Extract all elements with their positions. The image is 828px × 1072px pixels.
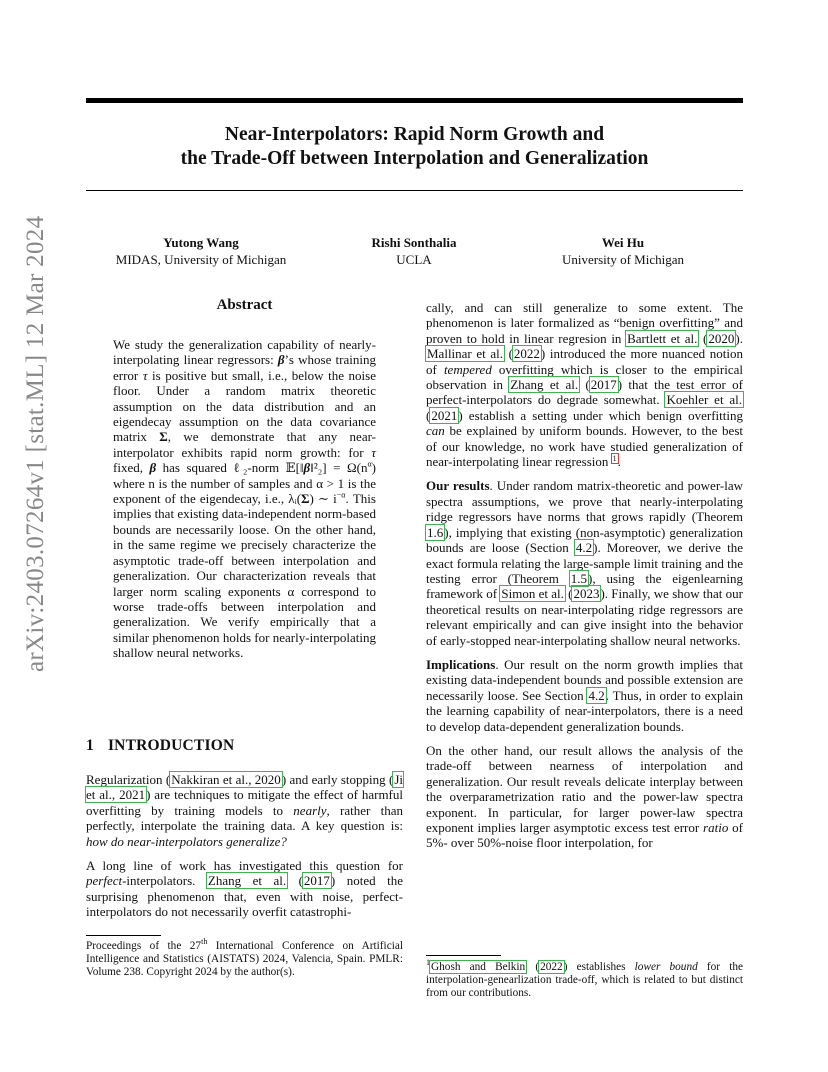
section-ref-link[interactable]: 4.2	[575, 540, 593, 556]
author-name: Rishi Sonthalia	[371, 235, 457, 250]
beta-symbol: β	[149, 460, 157, 476]
citation-link[interactable]: Simon et al.	[501, 586, 564, 602]
author-3	[513, 234, 733, 268]
text: establish a setting under which benign overfitting	[462, 407, 743, 423]
section-number: 1	[86, 737, 94, 754]
author-affiliation: MIDAS, University of Michigan	[115, 252, 287, 267]
paragraph	[426, 743, 743, 851]
abstract-part: . This implies that existing data-independent norm-based bounds are necessarily loose. On the other hand, in the same regime we precisely characterize the asymptotic trade-off between interpolation and generalization. Our characterization reveals that larger norm scaling exponents α correspond to worse trade-offs between interpolation and generalization. We verify empirically that a similar phenomenon holds for nearly-interpolating shallow neural networks.	[113, 491, 376, 661]
citation-year-link[interactable]: 2021	[431, 407, 458, 423]
text: for the interpolation-genearlization trade-off, which is related to but distinct from our contributions.	[426, 961, 743, 1000]
text: On the other hand, our result allows the analysis of the trade-off between nearness of interpolation and generalization. Our result reveals delicate interplay between the overparametrization ratio and the power-law spectra exponent. In particular, for larger power-law spectra exponent implies larger asymptotic excess test error	[426, 742, 743, 835]
section-heading-introduction	[86, 737, 234, 755]
abstract-part: ) where n is the number of samples and α > 1 is the exponent of the eigendecay, i.e., λᵢ(	[113, 460, 376, 507]
text: Proceedings of the 27	[86, 940, 202, 952]
text: of 5%- over 50%-noise floor interpolation, for	[426, 820, 743, 851]
text: ) are techniques to mitigate the effect of harmful overfitting by training models to	[86, 787, 404, 818]
text: , rather than perfectly, interpolate the training data. A key question is:	[86, 802, 403, 834]
theorem-ref-link[interactable]: 1.5	[570, 570, 588, 586]
intro-right-column	[426, 300, 743, 860]
text: -interpolators.	[122, 873, 207, 889]
text: .	[739, 330, 743, 346]
text: . Our result on the norm growth implies that existing data-independent bounds and possible extension are necessarily loose. See Section	[426, 656, 743, 703]
citation-link[interactable]: Ji et al., 2021	[86, 772, 403, 803]
emphasis: perfect	[86, 873, 123, 889]
author-affiliation: UCLA	[396, 252, 432, 267]
abstract-part: ) ∼ i	[309, 491, 337, 507]
author-name: Wei Hu	[601, 235, 645, 250]
author-1	[91, 234, 311, 268]
author-affiliation: University of Michigan	[561, 252, 685, 267]
superscript: th	[201, 937, 208, 947]
abstract-text	[113, 337, 376, 661]
citation-link[interactable]: Nakkiran et al., 2020	[171, 772, 281, 787]
tau-symbol: τ	[142, 367, 148, 383]
emphasis: lower bound	[634, 961, 698, 973]
paragraph	[86, 772, 403, 849]
abstract-part: ‖²₂] = Ω(n	[310, 460, 368, 476]
text: cally, and can still generalize to some extent. The phenomenon is later formalized as “benign overfitting” and proven to hold in linear regresion in	[426, 300, 743, 346]
alpha-superscript: α	[367, 459, 372, 469]
title-bottom-rule	[86, 190, 743, 191]
footnote-number: 1	[426, 958, 430, 968]
emphasis: nearly	[293, 802, 327, 818]
neg-alpha-superscript: −α	[336, 490, 346, 500]
citation-year-link[interactable]: 2022	[540, 961, 563, 973]
emphasis: tempered	[443, 361, 492, 377]
text: .	[617, 454, 621, 470]
text: that the test error of perfect-interpolators do degrade somewhat.	[426, 377, 743, 408]
text: ). Finally, we show that our theoretical results on near-interpolating ridge regressors are relevant empirically and can give insight into the behavior of early-stopped near-interpolating shallow neural networks.	[426, 586, 743, 648]
abstract-part: has squared ℓ₂-norm 𝔼[‖	[156, 460, 304, 476]
citation-link[interactable]: Bartlett et al.	[627, 330, 698, 346]
abstract-part: We study the generalization capability of nearly-interpolating linear regressors:	[113, 337, 376, 368]
footnote-1: $^1$Ghosh and Belkin (2022) establishes lower bound for the interpolation-genearlization trade-off, which is related to but distinct from our contributions.	[426, 958, 743, 1000]
paragraph	[426, 657, 743, 734]
emphasis: ratio	[703, 820, 729, 835]
run-in-heading: Implications	[426, 656, 496, 672]
author-name: Yutong Wang	[163, 235, 239, 250]
tau-symbol: τ	[371, 444, 376, 460]
citation-year-link[interactable]: 2022	[513, 346, 540, 362]
paragraph: cally, and can still generalize to some extent. The phenomenon is later formalized as “benign overfitting” and proven to hold in linear regresion in Bartlett et al. (2020). Mallinar et al. (2022) introduced the more nuanced notion of tempered overfitting which is closer to the empirical observation in Zhang et al. (2017) that the test error of perfect-interpolators do degrade somewhat. Koehler et al. (2021) establish a setting under which benign overfitting can be explained by uniform bounds. However, to the best of our knowledge, no work have studied generalization of near-interpolating linear regression $^1$.	[426, 300, 743, 470]
section-title: INTRODUCTION	[107, 737, 235, 754]
citation-link[interactable]: Zhang et al.	[207, 873, 287, 889]
emphasis: how do near-interpolators generalize?	[86, 833, 287, 849]
section-ref-link[interactable]: 4.2	[588, 687, 605, 703]
footnote-rule	[426, 955, 501, 956]
abstract-heading: Abstract	[216, 297, 273, 313]
title-top-rule	[86, 98, 743, 103]
text: introduced the more nuanced notion of	[426, 346, 743, 377]
citation-link[interactable]: Ghosh and Belkin	[431, 961, 526, 973]
text: be explained by uniform bounds. However, to the best of our knowledge, no work have studied generalization of near-interpolating linear regression	[426, 423, 743, 470]
text: ) and early stopping (	[281, 772, 394, 787]
run-in-heading: Our results	[426, 478, 490, 494]
text: . Thus, in order to explain the learning capability of near-interpolators, there is a need to develop data-dependent generalization bounds.	[426, 687, 743, 734]
emphasis: can	[426, 423, 445, 439]
beta-symbol: β	[277, 352, 285, 368]
sigma-symbol: Σ	[301, 491, 310, 507]
text: overfitting which is closer to the empirical observation in	[426, 361, 743, 393]
theorem-ref-link[interactable]: 1.6	[427, 524, 444, 540]
title-line-2: the Trade-Off between Interpolation and Generalization	[180, 148, 649, 169]
abstract-part: ’s whose training error	[113, 352, 376, 383]
citation-year-link[interactable]: 2017	[590, 377, 617, 393]
text: ), implying that existing (non-asymptotic) generalization bounds are loose (Section	[426, 524, 743, 556]
paper-title	[86, 123, 743, 171]
intro-left-column	[86, 772, 403, 929]
beta-symbol: β	[303, 460, 311, 476]
abstract-part: fixed,	[113, 460, 150, 476]
paragraph: A long line of work has investigated this question for perfect-interpolators. Zhang et al. (2017) noted the surprising phenomenon that, even with noise, perfect-interpolators do not necessarily overfit catastrophi-	[86, 858, 403, 920]
paragraph: Our results. Under random matrix-theoretic and power-law spectra assumptions, we prove that nearly-interpolating ridge regressors have norms that grows rapidly (Theorem 1.6), implying that existing (non-asymptotic) generalization bounds are loose (Section 4.2). Moreover, we derive the exact formula relating the large-sample limit training and the testing error (Theorem 1.5), using the eigenlearning framework of Simon et al. (2023). Finally, we show that our theoretical results on near-interpolating ridge regressors are relevant empirically and can give insight into the behavior of early-stopped near-interpolating shallow neural networks.	[426, 478, 743, 648]
text: noted the surprising phenomenon that, even with noise, perfect-interpolators do not necessarily overfit catastrophi-	[86, 873, 403, 920]
text: ), using the eigenlearning framework of	[426, 570, 743, 602]
proceedings-footnote	[86, 937, 403, 980]
citation-link[interactable]: Koehler et al.	[666, 392, 742, 408]
citation-link[interactable]: Zhang et al.	[510, 377, 579, 393]
sigma-symbol: Σ	[159, 429, 168, 445]
text: ). Moreover, we derive the exact formula relating the large-sample limit training and the testing error (Theorem	[426, 540, 743, 586]
author-2	[304, 234, 524, 268]
text: establishes	[567, 961, 635, 973]
text: Regularization (	[86, 772, 171, 787]
title-line-1: Near-Interpolators: Rapid Norm Growth and	[224, 124, 605, 145]
text: A long line of work has investigated this question for	[86, 858, 403, 874]
text: . Under random matrix-theoretic and power-law spectra assumptions, we prove that nearly-interpolating ridge regressors have norms that grows rapidly (Theorem	[426, 478, 743, 525]
citation-link[interactable]: Mallinar et al.	[427, 346, 503, 362]
citation-year-link[interactable]: 2020	[708, 330, 735, 346]
abstract-part: , we demonstrate that any near-interpolator exhibits rapid norm growth: for	[113, 429, 376, 460]
text: International Conference on Artificial Intelligence and Statistics (AISTATS) 2024, Valencia, Spain. PMLR: Volume 238. Copyright 2024 by the author(s).	[86, 940, 403, 979]
abstract-part: is positive but small, i.e., below the noise floor. Under a random matrix theoretic assumption on the data distribution and an eigendecay assumption on the data covariance matrix	[113, 367, 376, 445]
footnote-rule	[86, 935, 161, 936]
citation-year-link[interactable]: 2023	[573, 586, 600, 602]
citation-year-link[interactable]: 2017	[303, 873, 330, 889]
arxiv-side-stamp: arXiv:2403.07264v1 [stat.ML] 12 Mar 2024	[22, 215, 49, 672]
footnote-marker-link[interactable]: 1	[612, 453, 617, 463]
